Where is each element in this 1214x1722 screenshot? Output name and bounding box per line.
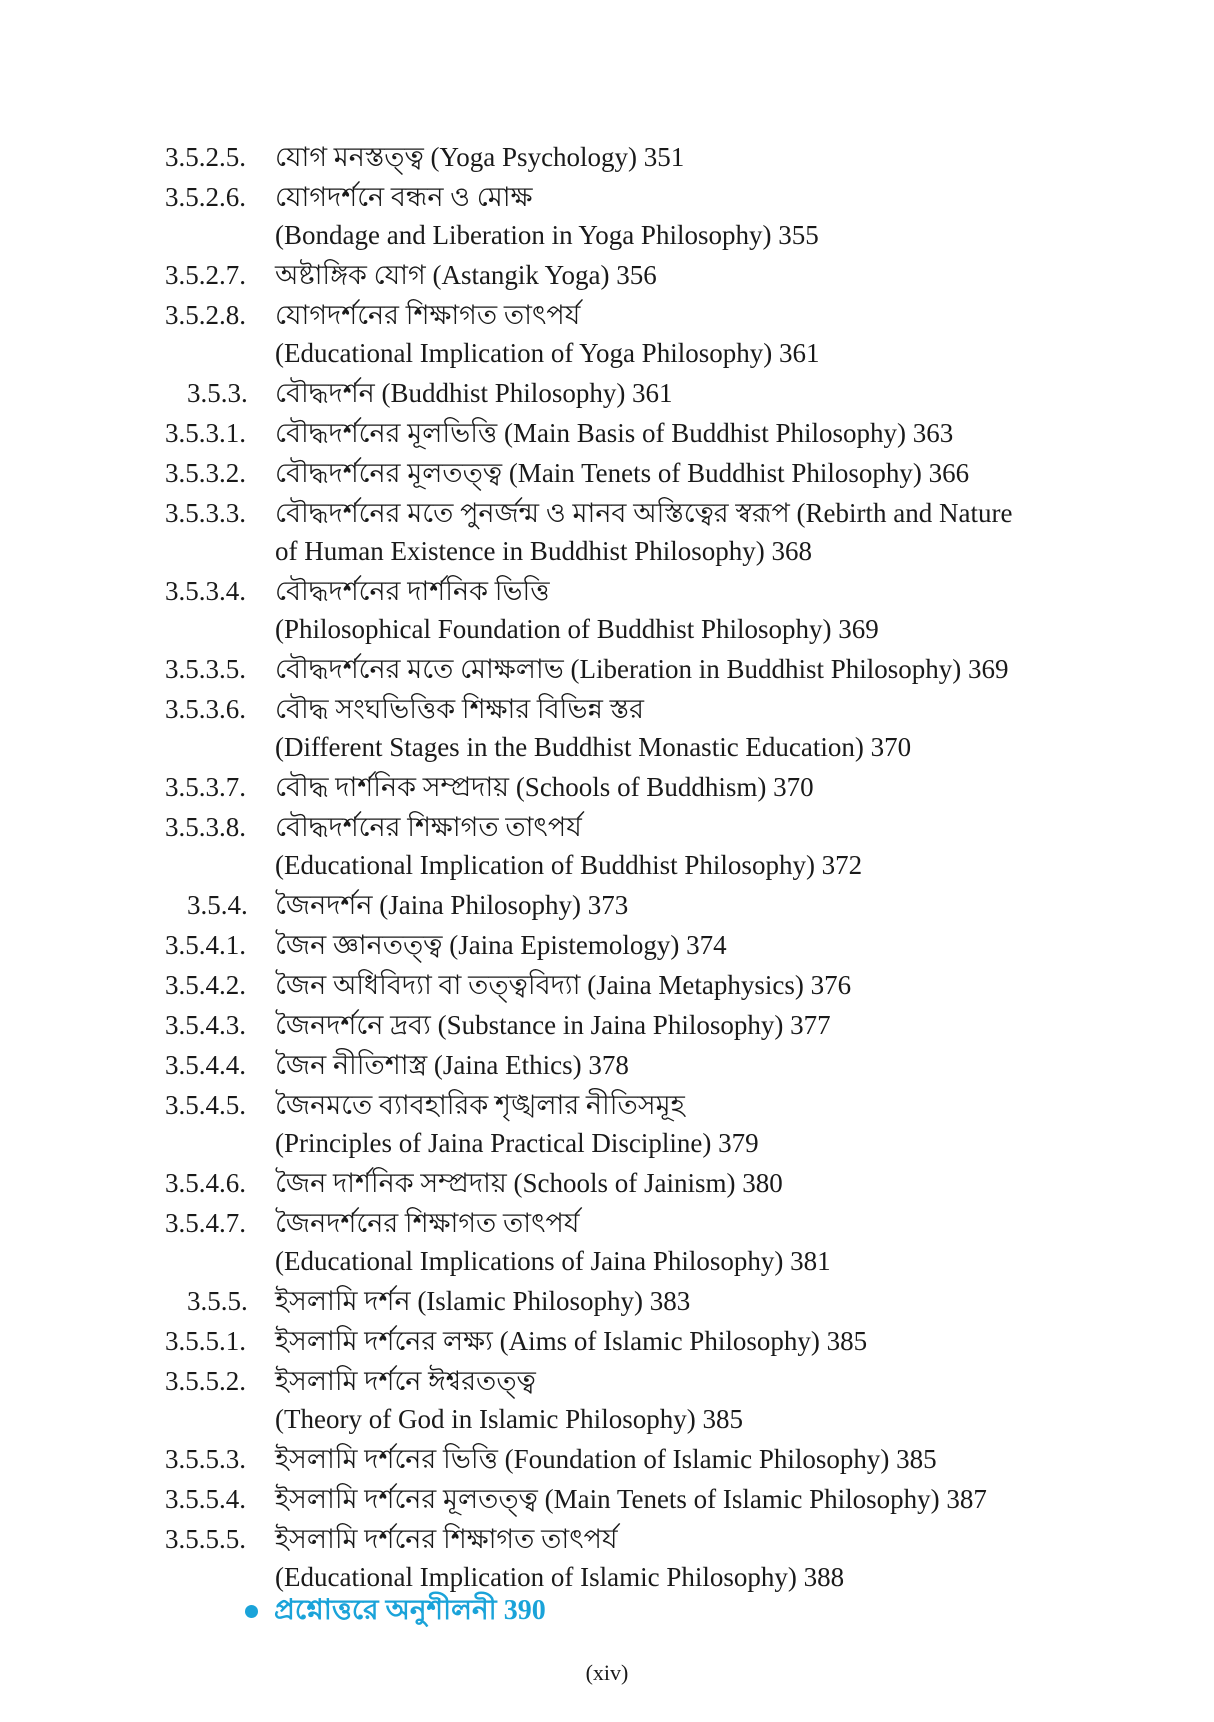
toc-entry <box>165 1006 1165 1044</box>
toc-entry-title: অষ্টাঙ্গিক যোগ (Astangik Yoga) 356 <box>275 260 657 290</box>
toc-entry <box>165 494 1165 570</box>
toc-entry-number: 3.5.5.4. <box>165 1484 246 1514</box>
toc-entry <box>165 1362 1165 1438</box>
toc-entry-number: 3.5.5.2. <box>165 1366 246 1396</box>
toc-entry <box>165 296 1165 372</box>
toc-entry-number: 3.5.2.6. <box>165 182 246 212</box>
toc-entry-number: 3.5.4.3. <box>165 1010 246 1040</box>
toc-entry-title: ইসলামি দর্শনে ঈশ্বরতত্ত্ব (Theory of God in Islamic Philosophy) 385 <box>275 1366 743 1434</box>
toc-entry-number: 3.5.4.5. <box>165 1090 246 1120</box>
toc-entry-number: 3.5.5.5. <box>165 1524 246 1554</box>
toc-entry <box>165 886 1165 924</box>
toc-entry-number: 3.5.4.1. <box>165 930 246 960</box>
toc-entry <box>165 1046 1165 1084</box>
toc-entry-title: ইসলামি দর্শনের ভিত্তি (Foundation of Islamic Philosophy) 385 <box>275 1444 937 1474</box>
toc-entry-title: জৈন জ্ঞানতত্ত্ব (Jaina Epistemology) 374 <box>275 930 727 960</box>
toc-entry <box>165 1440 1165 1478</box>
toc-entry-title: জৈন দার্শনিক সম্প্রদায় (Schools of Jainism) 380 <box>275 1168 783 1198</box>
toc-entry-title: জৈন অধিবিদ্যা বা তত্ত্ববিদ্যা (Jaina Metaphysics) 376 <box>275 970 852 1000</box>
toc-entry-number: 3.5.3.4. <box>165 576 246 606</box>
toc-entry-number: 3.5.3.7. <box>165 772 246 802</box>
toc-entry-number: 3.5.2.5. <box>165 142 246 172</box>
toc-entry <box>165 1282 1165 1320</box>
toc-entry <box>165 1322 1165 1360</box>
toc-entry <box>165 768 1165 806</box>
toc-entry-number: 3.5.3.2. <box>165 458 246 488</box>
toc-entry-number: 3.5.4.7. <box>165 1208 246 1238</box>
toc-entry-number: 3.5.2.8. <box>165 300 246 330</box>
toc-entry-title: বৌদ্ধদর্শনের দার্শনিক ভিত্তি (Philosophical Foundation of Buddhist Philosophy) 369 <box>275 576 879 644</box>
toc-entry <box>165 808 1165 884</box>
toc-entry-title: বৌদ্ধদর্শন (Buddhist Philosophy) 361 <box>275 378 673 408</box>
toc-entry <box>165 966 1165 1004</box>
toc-entry-title: বৌদ্ধ দার্শনিক সম্প্রদায় (Schools of Buddhism) 370 <box>275 772 814 802</box>
toc-entry-title: ইসলামি দর্শনের লক্ষ্য (Aims of Islamic Philosophy) 385 <box>275 1326 868 1356</box>
toc-entry-number: 3.5.4. <box>187 890 248 920</box>
toc-entry-title: যোগদর্শনে বন্ধন ও মোক্ষ (Bondage and Liberation in Yoga Philosophy) 355 <box>275 182 819 250</box>
toc-entry-title: জৈন নীতিশাস্ত্র (Jaina Ethics) 378 <box>275 1050 629 1080</box>
toc-entry-title: জৈনদর্শন (Jaina Philosophy) 373 <box>275 890 629 920</box>
toc-entry-title: যোগদর্শনের শিক্ষাগত তাৎপর্য (Educational Implication of Yoga Philosophy) 361 <box>275 300 820 368</box>
toc-entry-title: জৈনদর্শনের শিক্ষাগত তাৎপর্য (Educational Implications of Jaina Philosophy) 381 <box>275 1208 831 1276</box>
toc-entry-title: জৈনদর্শনে দ্রব্য (Substance in Jaina Philosophy) 377 <box>275 1010 831 1040</box>
toc-entry-number: 3.5.4.2. <box>165 970 246 1000</box>
toc-entry-number: 3.5.5. <box>187 1286 248 1316</box>
toc-entry-title: যোগ মনস্তত্ত্ব (Yoga Psychology) 351 <box>275 142 685 172</box>
toc-entry-title: বৌদ্ধদর্শনের মূলভিত্তি (Main Basis of Buddhist Philosophy) 363 <box>275 418 954 448</box>
page-number: (xiv) <box>585 1660 629 1685</box>
toc-entry <box>165 414 1165 452</box>
toc-entry <box>165 690 1165 766</box>
table-of-contents <box>165 138 1165 1598</box>
toc-entry-number: 3.5.3.8. <box>165 812 246 842</box>
toc-entry <box>165 1164 1165 1202</box>
toc-entry-number: 3.5.2.7. <box>165 260 246 290</box>
toc-entry-number: 3.5.3. <box>187 378 248 408</box>
toc-entry <box>165 454 1165 492</box>
toc-entry <box>165 1480 1165 1518</box>
toc-entry-number: 3.5.5.1. <box>165 1326 246 1356</box>
exercise-entry <box>245 1588 546 1635</box>
toc-entry <box>165 650 1165 688</box>
toc-entry-title: বৌদ্ধ সংঘভিত্তিক শিক্ষার বিভিন্ন স্তর (Different Stages in the Buddhist Monastic Education) 370 <box>275 694 912 762</box>
toc-entry <box>165 572 1165 648</box>
toc-entry-number: 3.5.3.6. <box>165 694 246 724</box>
toc-entry-title: বৌদ্ধদর্শনের মতে মোক্ষলাভ (Liberation in Buddhist Philosophy) 369 <box>275 654 1009 684</box>
toc-entry-number: 3.5.3.1. <box>165 418 246 448</box>
toc-entry-number: 3.5.4.6. <box>165 1168 246 1198</box>
toc-entry-title: বৌদ্ধদর্শনের শিক্ষাগত তাৎপর্য (Educational Implication of Buddhist Philosophy) 372 <box>275 812 863 880</box>
toc-entry-title: বৌদ্ধদর্শনের মতে পুনর্জন্ম ও মানব অস্তিত্বের স্বরূপ (Rebirth and Nature of Human Existence in Buddhist Philosophy) 368 <box>275 498 1013 566</box>
toc-entry <box>165 1520 1165 1596</box>
toc-entry <box>165 138 1165 176</box>
toc-entry <box>165 1086 1165 1162</box>
toc-entry <box>165 1204 1165 1280</box>
bullet-icon <box>245 1605 258 1618</box>
toc-entry-title: বৌদ্ধদর্শনের মূলতত্ত্ব (Main Tenets of Buddhist Philosophy) 366 <box>275 458 970 488</box>
toc-entry <box>165 256 1165 294</box>
toc-entry-number: 3.5.3.5. <box>165 654 246 684</box>
exercise-label: প্রশ্নোত্তরে অনুশীলনী 390 <box>274 1595 546 1626</box>
toc-entry-title: ইসলামি দর্শনের মূলতত্ত্ব (Main Tenets of Islamic Philosophy) 387 <box>275 1484 987 1514</box>
toc-entry-title: ইসলামি দর্শন (Islamic Philosophy) 383 <box>275 1286 691 1316</box>
toc-entry-number: 3.5.5.3. <box>165 1444 246 1474</box>
toc-entry <box>165 374 1165 412</box>
toc-entry-number: 3.5.3.3. <box>165 498 246 528</box>
toc-entry-title: ইসলামি দর্শনের শিক্ষাগত তাৎপর্য (Educational Implication of Islamic Philosophy) 388 <box>275 1524 845 1592</box>
toc-entry-title: জৈনমতে ব্যাবহারিক শৃঙ্খলার নীতিসমূহ (Principles of Jaina Practical Discipline) 379 <box>275 1090 759 1158</box>
toc-entry-number: 3.5.4.4. <box>165 1050 246 1080</box>
toc-entry <box>165 178 1165 254</box>
toc-entry <box>165 926 1165 964</box>
